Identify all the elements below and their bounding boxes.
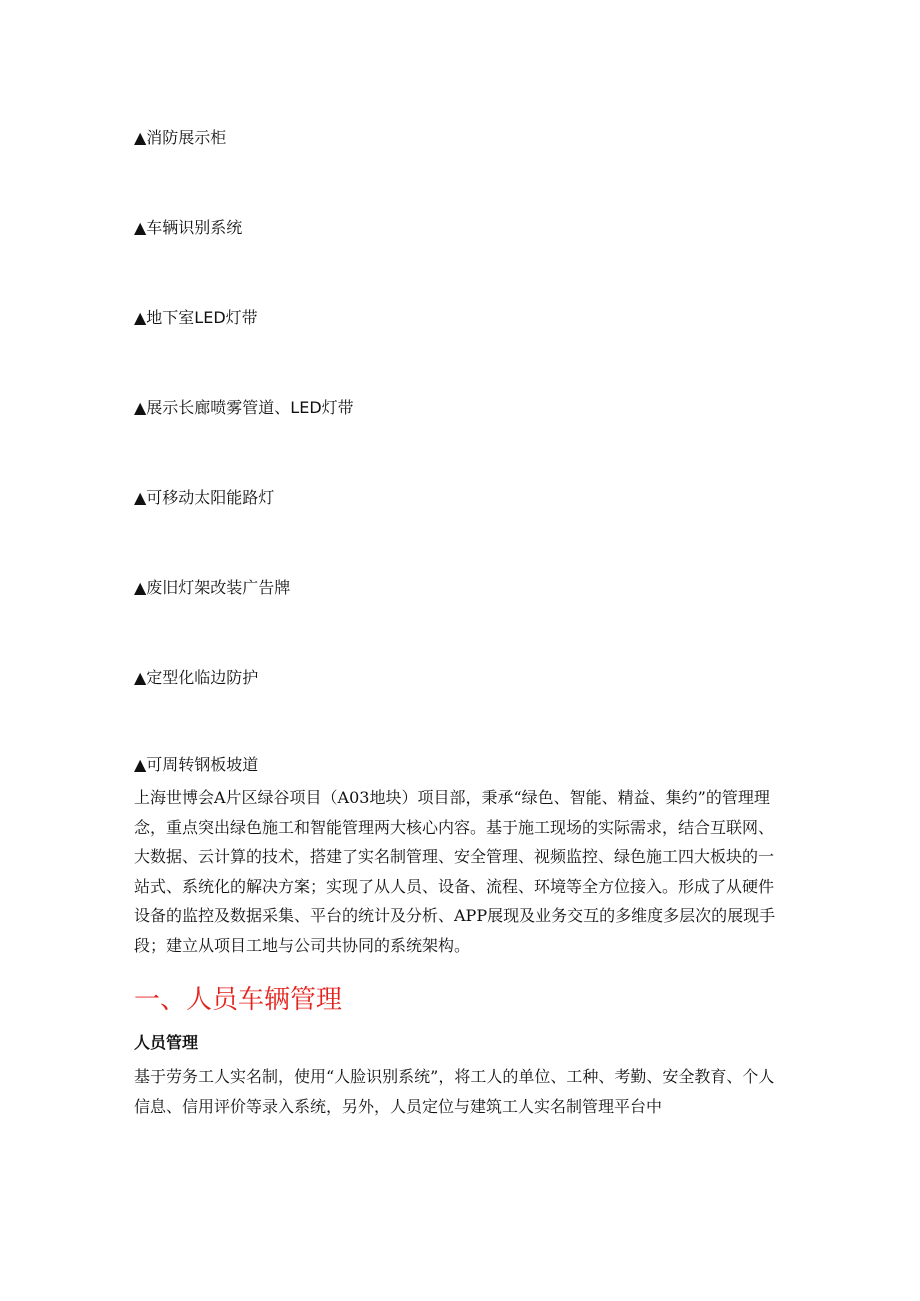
photo-caption-vehicle-recognition: ▲车辆识别系统 — [134, 218, 243, 237]
photo-caption-solar-street-light: ▲可移动太阳能路灯 — [134, 488, 275, 507]
photo-caption-basement-led-strip: ▲地下室LED灯带 — [134, 308, 258, 327]
photo-caption-lamp-frame-billboard: ▲废旧灯架改装广告牌 — [134, 578, 291, 597]
photo-caption-steel-ramp: ▲可周转钢板坡道 — [134, 755, 259, 774]
photo-caption-corridor-spray-led: ▲展示长廊喷雾管道、LED灯带 — [134, 398, 354, 417]
section-heading: 一、人员车辆管理 — [134, 985, 343, 1015]
sub-heading: 人员管理 — [134, 1033, 199, 1052]
photo-caption-edge-protection: ▲定型化临边防护 — [134, 668, 259, 687]
people-management-paragraph: 基于劳务工人实名制，使用“人脸识别系统”，将工人的单位、工种、考勤、安全教育、个人信息、信用评价等录入系统，另外，人员定位与建筑工人实名制管理平台中 — [134, 1067, 775, 1116]
intro-paragraph: 上海世博会A片区绿谷项目（A03地块）项目部，秉承“绿色、智能、精益、集约”的管理理念，重点突出绿色施工和智能管理两大核心内容。基于施工现场的实际需求，结合互联网、大数据、云计算的技术，搭建了实名制管理、安全管理、视频监控、绿色施工四大板块的一站式、系统化的解决方案；实现了从人员、设备、流程、环境等全方位接入。形成了从硬件设备的监控及数据采集、平台的统计及分析、APP展现及业务交互的多维度多层次的展现手段；建立从项目工地与公司共协同的系统架构。 — [134, 788, 776, 955]
photo-caption-fire-display-cabinet: ▲消防展示柜 — [134, 128, 227, 147]
